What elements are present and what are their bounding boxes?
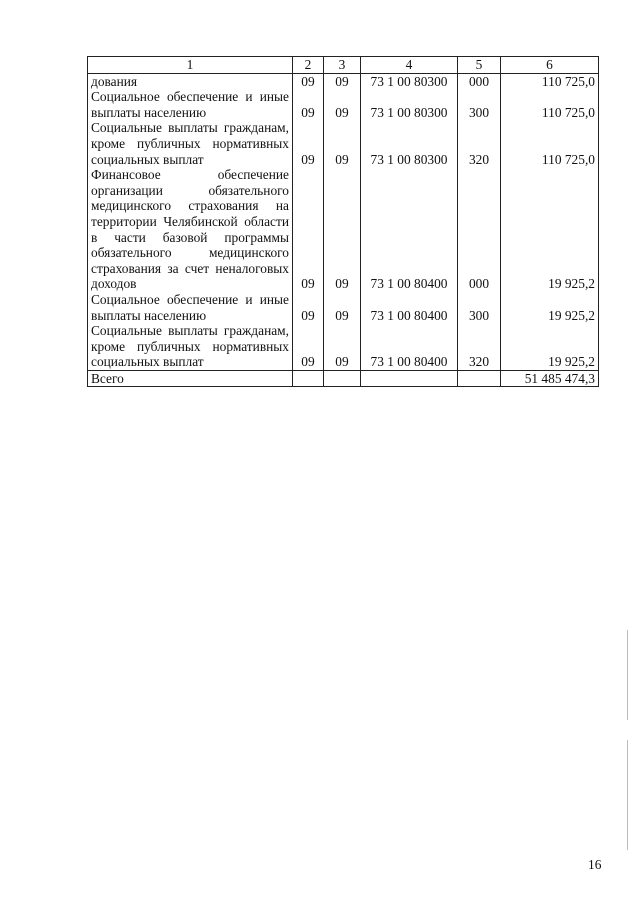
table-row: [88, 167, 599, 292]
total-row: [88, 370, 599, 387]
row-target-code: 73 1 00 80400: [361, 167, 458, 292]
row-subsection: 09: [324, 292, 361, 323]
total-empty-cell: [293, 370, 324, 387]
table-row: [88, 89, 599, 120]
row-section: 09: [293, 120, 324, 167]
row-target-code: 73 1 00 80400: [361, 292, 458, 323]
table-header-row: [88, 57, 599, 74]
row-amount: 19 925,2: [501, 292, 599, 323]
row-amount: 110 725,0: [501, 120, 599, 167]
header-col-3: 3: [324, 57, 361, 74]
row-target-code: 73 1 00 80300: [361, 120, 458, 167]
row-expense-type: 000: [458, 167, 501, 292]
header-col-2: 2: [293, 57, 324, 74]
total-value: 51 485 474,3: [501, 370, 599, 387]
total-empty-cell: [324, 370, 361, 387]
row-expense-type: 000: [458, 73, 501, 89]
row-amount: 19 925,2: [501, 323, 599, 370]
header-col-4: 4: [361, 57, 458, 74]
row-amount: 110 725,0: [501, 89, 599, 120]
row-amount: 110 725,0: [501, 73, 599, 89]
table-row: [88, 323, 599, 370]
row-section: 09: [293, 167, 324, 292]
row-subsection: 09: [324, 73, 361, 89]
row-section: 09: [293, 89, 324, 120]
row-name: Социальное обеспечение и иные выплаты населению: [88, 89, 293, 120]
page-number: 16: [588, 857, 602, 872]
row-expense-type: 320: [458, 323, 501, 370]
total-label: Всего: [88, 370, 293, 387]
table-row: [88, 73, 599, 89]
row-name: Финансовое обеспечение организации обязательного медицинского страхования на территории Челябинской области в части базовой программы обязательного медицинского страхования за счет неналоговых доходов: [88, 167, 293, 292]
row-expense-type: 300: [458, 292, 501, 323]
total-empty-cell: [361, 370, 458, 387]
row-section: 09: [293, 292, 324, 323]
row-target-code: 73 1 00 80300: [361, 89, 458, 120]
table-row: [88, 292, 599, 323]
table-row: [88, 120, 599, 167]
row-section: 09: [293, 73, 324, 89]
header-col-1: 1: [88, 57, 293, 74]
total-empty-cell: [458, 370, 501, 387]
row-target-code: 73 1 00 80300: [361, 73, 458, 89]
scan-edge-mark: [627, 740, 628, 850]
scan-edge-mark: [627, 630, 628, 720]
row-target-code: 73 1 00 80400: [361, 323, 458, 370]
row-name: Социальные выплаты гражданам, кроме публичных нормативных социальных выплат: [88, 120, 293, 167]
row-name: Социальное обеспечение и иные выплаты населению: [88, 292, 293, 323]
row-subsection: 09: [324, 89, 361, 120]
budget-table: [87, 56, 599, 387]
header-col-6: 6: [501, 57, 599, 74]
row-expense-type: 300: [458, 89, 501, 120]
row-expense-type: 320: [458, 120, 501, 167]
row-amount: 19 925,2: [501, 167, 599, 292]
header-col-5: 5: [458, 57, 501, 74]
row-subsection: 09: [324, 167, 361, 292]
row-subsection: 09: [324, 323, 361, 370]
row-section: 09: [293, 323, 324, 370]
row-subsection: 09: [324, 120, 361, 167]
row-name: дования: [88, 73, 293, 89]
row-name: Социальные выплаты гражданам, кроме публичных нормативных социальных выплат: [88, 323, 293, 370]
